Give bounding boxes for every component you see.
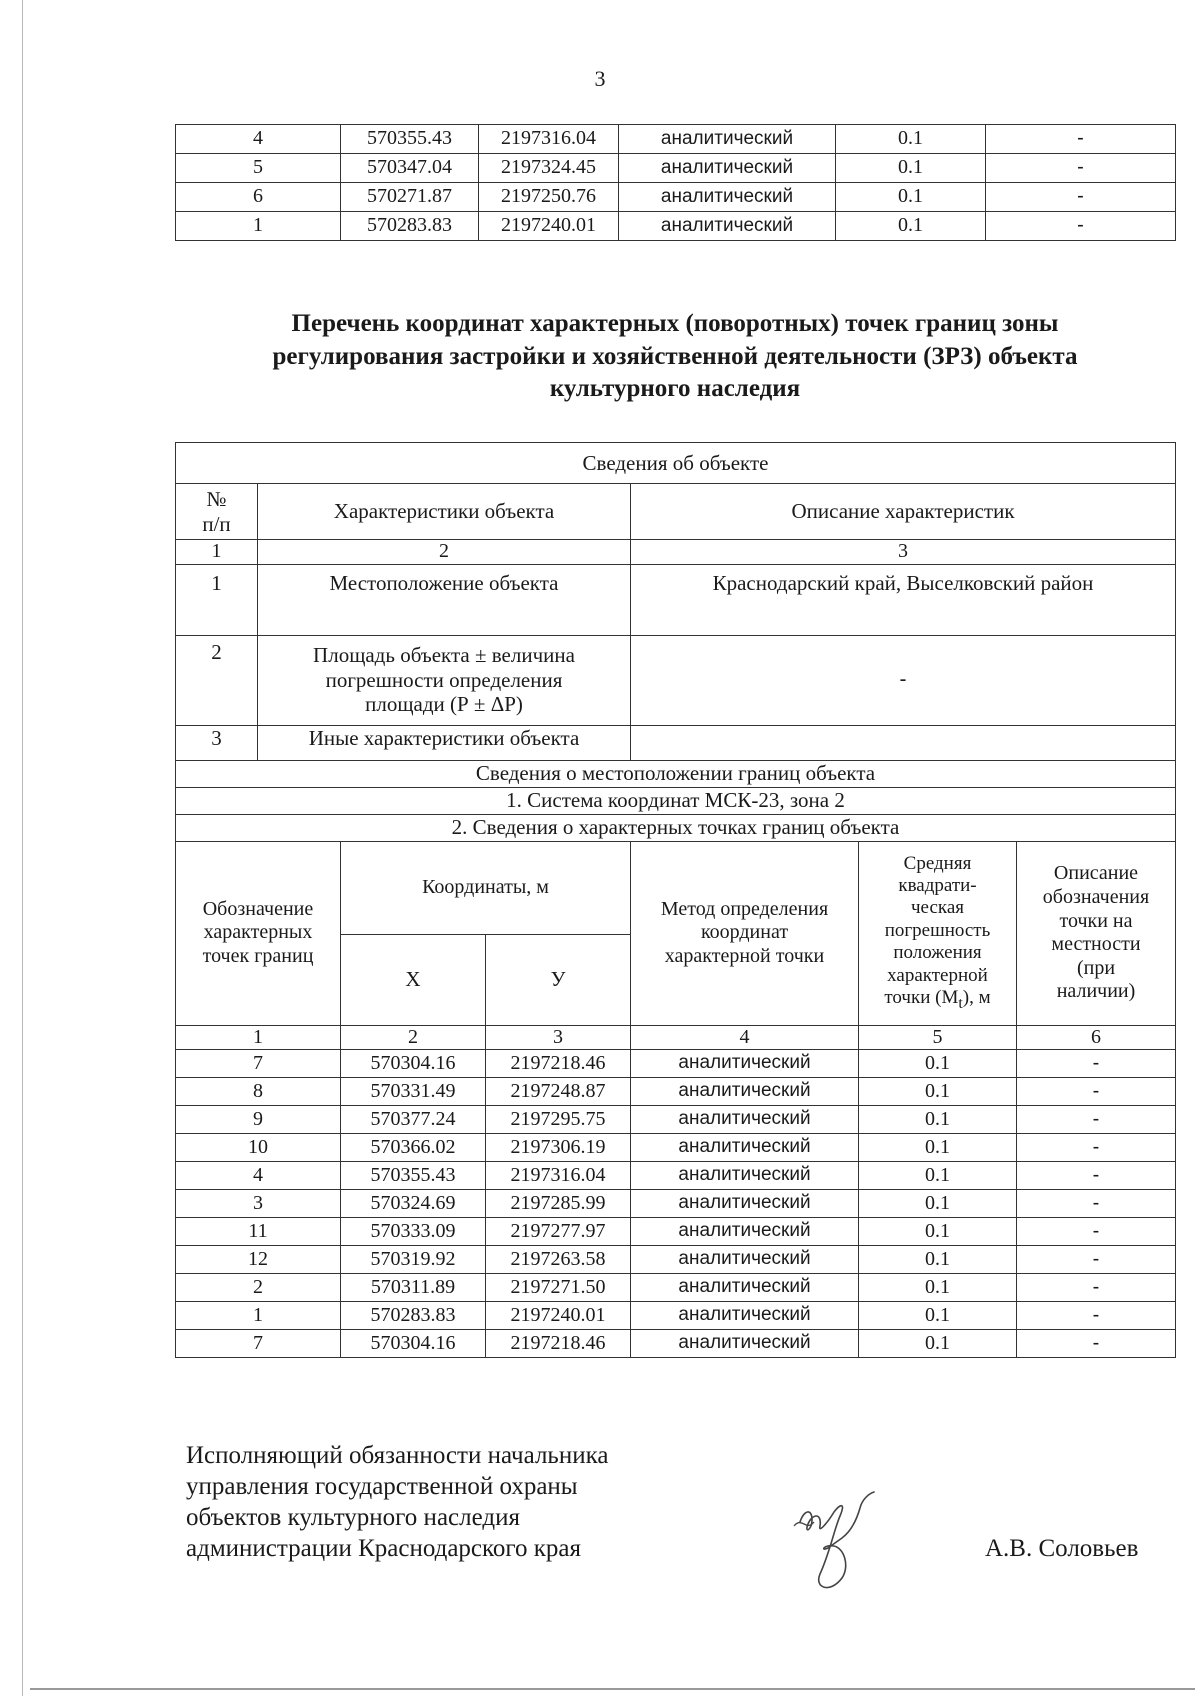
error-cell: 0.1 — [859, 1246, 1017, 1274]
col-number: 2 — [258, 540, 631, 565]
point-cell: 4 — [176, 1162, 341, 1190]
point-cell: 11 — [176, 1218, 341, 1246]
table-row — [176, 564, 1176, 635]
col-x-header: Х — [341, 934, 486, 1025]
y-cell: 2197324.45 — [479, 154, 619, 183]
method-cell: аналитический — [631, 1190, 859, 1218]
point-cell: 7 — [176, 1050, 341, 1078]
method-cell: аналитический — [631, 1078, 859, 1106]
error-cell: 0.1 — [859, 1162, 1017, 1190]
y-cell: 2197240.01 — [479, 212, 619, 241]
desc-cell: - — [986, 183, 1176, 212]
table-row — [176, 1218, 1176, 1246]
method-cell: аналитический — [631, 1330, 859, 1358]
section-title-line: регулирования застройки и хозяйственной деятельности (ЗРЗ) объекта — [272, 342, 1078, 370]
continuation-table — [175, 124, 1176, 241]
error-cell: 0.1 — [836, 183, 986, 212]
error-cell: 0.1 — [859, 1330, 1017, 1358]
method-cell: аналитический — [631, 1106, 859, 1134]
signer-position-line: администрации Краснодарского края — [186, 1535, 582, 1562]
signer-position-line: объектов культурного наследия — [186, 1504, 520, 1531]
desc-cell: - — [986, 125, 1176, 154]
table-row — [176, 635, 1176, 725]
row-number: 3 — [176, 725, 258, 760]
desc-cell: - — [1017, 1302, 1176, 1330]
col-description-header: Описание характеристик — [631, 484, 1176, 540]
error-cell: 0.1 — [859, 1134, 1017, 1162]
point-cell: 7 — [176, 1330, 341, 1358]
signer-position-line: управления государственной охраны — [186, 1473, 578, 1500]
desc-cell: - — [1017, 1134, 1176, 1162]
col-coords-header: Координаты, м — [341, 841, 631, 934]
method-cell: аналитический — [631, 1246, 859, 1274]
point-cell: 2 — [176, 1274, 341, 1302]
method-cell: аналитический — [631, 1274, 859, 1302]
characteristic-cell: Иные характеристики объекта — [258, 725, 631, 760]
point-cell: 12 — [176, 1246, 341, 1274]
point-cell: 1 — [176, 1302, 341, 1330]
desc-cell: - — [1017, 1274, 1176, 1302]
zrz-coordinates-table — [175, 442, 1176, 1358]
error-cell: 0.1 — [859, 1078, 1017, 1106]
method-cell: аналитический — [619, 183, 836, 212]
description-cell: Краснодарский край, Выселковский район — [631, 564, 1176, 635]
error-cell: 0.1 — [859, 1274, 1017, 1302]
row-number: 2 — [176, 635, 258, 725]
y-cell: 2197248.87 — [486, 1078, 631, 1106]
table-row — [176, 183, 1176, 212]
points-table-body — [176, 1050, 1176, 1358]
error-cell: 0.1 — [836, 212, 986, 241]
x-cell: 570366.02 — [341, 1134, 486, 1162]
table-row — [176, 725, 1176, 760]
method-cell: аналитический — [631, 1134, 859, 1162]
column-numbers-row — [176, 540, 1176, 565]
desc-cell: - — [1017, 1106, 1176, 1134]
table-row — [176, 1302, 1176, 1330]
y-cell: 2197218.46 — [486, 1330, 631, 1358]
point-cell: 10 — [176, 1134, 341, 1162]
col-error-header: Средняя квадрати- ческая погрешность положения характерной точки $(M_t)$, м — [859, 841, 1017, 1025]
row-number: 1 — [176, 564, 258, 635]
y-cell: 2197285.99 — [486, 1190, 631, 1218]
error-cell: 0.1 — [859, 1302, 1017, 1330]
desc-cell: - — [1017, 1162, 1176, 1190]
col-num-header: № п/п — [176, 484, 258, 540]
col-number: 3 — [631, 540, 1176, 565]
point-cell: 5 — [176, 154, 341, 183]
location-info-header: Сведения о местоположении границ объекта — [176, 760, 1176, 787]
scan-edge-line — [30, 1688, 1195, 1690]
y-cell: 2197250.76 — [479, 183, 619, 212]
object-info-header: Сведения об объекте — [176, 443, 1176, 484]
method-cell: аналитический — [619, 125, 836, 154]
handwritten-signature — [790, 1482, 900, 1602]
section-title — [175, 308, 1175, 406]
section-title-line: Перечень координат характерных (поворотных) точек границ зоны — [291, 310, 1059, 337]
y-cell: 2197306.19 — [486, 1134, 631, 1162]
col-number: 3 — [486, 1025, 631, 1050]
coord-system-label: 1. Система координат МСК-23, зона 2 — [176, 787, 1176, 814]
col-number: 1 — [176, 1025, 341, 1050]
x-cell: 570304.16 — [341, 1050, 486, 1078]
desc-cell: - — [986, 154, 1176, 183]
x-cell: 570355.43 — [341, 1162, 486, 1190]
column-numbers-row — [176, 1025, 1176, 1050]
x-cell: 570304.16 — [341, 1330, 486, 1358]
signature-block — [186, 1440, 608, 1564]
error-cell: 0.1 — [859, 1050, 1017, 1078]
desc-cell: - — [986, 212, 1176, 241]
y-cell: 2197316.04 — [479, 125, 619, 154]
x-cell: 570347.04 — [341, 154, 479, 183]
error-cell: 0.1 — [836, 125, 986, 154]
desc-cell: - — [1017, 1218, 1176, 1246]
col-number: 1 — [176, 540, 258, 565]
table-row — [176, 125, 1176, 154]
col-number: 5 — [859, 1025, 1017, 1050]
table-row — [176, 1190, 1176, 1218]
x-cell: 570319.92 — [341, 1246, 486, 1274]
point-cell: 8 — [176, 1078, 341, 1106]
point-cell: 1 — [176, 212, 341, 241]
desc-cell: - — [1017, 1050, 1176, 1078]
x-cell: 570324.69 — [341, 1190, 486, 1218]
characteristic-cell: Площадь объекта ± величина погрешности определения площади (Р ± ΔР) — [258, 635, 631, 725]
x-cell: 570331.49 — [341, 1078, 486, 1106]
table-row — [176, 1050, 1176, 1078]
desc-cell: - — [1017, 1078, 1176, 1106]
point-cell: 9 — [176, 1106, 341, 1134]
col-number: 2 — [341, 1025, 486, 1050]
y-cell: 2197263.58 — [486, 1246, 631, 1274]
method-cell: аналитический — [619, 154, 836, 183]
method-cell: аналитический — [619, 212, 836, 241]
point-cell: 3 — [176, 1190, 341, 1218]
y-cell: 2197218.46 — [486, 1050, 631, 1078]
method-cell: аналитический — [631, 1302, 859, 1330]
signer-position-line: Исполняющий обязанности начальника — [186, 1442, 609, 1469]
col-characteristic-header: Характеристики объекта — [258, 484, 631, 540]
method-cell: аналитический — [631, 1050, 859, 1078]
method-cell: аналитический — [631, 1218, 859, 1246]
col-desc-header: Описание обозначения точки на местности (при наличии) — [1017, 841, 1176, 1025]
desc-cell: - — [1017, 1246, 1176, 1274]
table-row — [176, 1162, 1176, 1190]
section-title-line: культурного наследия — [549, 375, 801, 402]
x-cell: 570311.89 — [341, 1274, 486, 1302]
points-header: 2. Сведения о характерных точках границ объекта — [176, 814, 1176, 841]
error-cell: 0.1 — [836, 154, 986, 183]
point-cell: 4 — [176, 125, 341, 154]
table-row — [176, 1078, 1176, 1106]
page-number: 3 — [594, 66, 606, 91]
y-cell: 2197295.75 — [486, 1106, 631, 1134]
signer-name: А.В. Соловьев — [985, 1535, 1139, 1562]
error-cell: 0.1 — [859, 1106, 1017, 1134]
col-point-header: Обозначение характерных точек границ — [176, 841, 341, 1025]
error-cell: 0.1 — [859, 1218, 1017, 1246]
y-cell: 2197240.01 — [486, 1302, 631, 1330]
x-cell: 570271.87 — [341, 183, 479, 212]
table-row — [176, 1106, 1176, 1134]
x-cell: 570377.24 — [341, 1106, 486, 1134]
x-cell: 570355.43 — [341, 125, 479, 154]
table-row — [176, 1134, 1176, 1162]
y-cell: 2197316.04 — [486, 1162, 631, 1190]
table-row — [176, 154, 1176, 183]
description-cell — [631, 725, 1176, 760]
col-method-header: Метод определения координат характерной точки — [631, 841, 859, 1025]
y-cell: 2197277.97 — [486, 1218, 631, 1246]
description-cell: - — [631, 635, 1176, 725]
table-row — [176, 1330, 1176, 1358]
table-row — [176, 1246, 1176, 1274]
table-row — [176, 212, 1176, 241]
col-number: 4 — [631, 1025, 859, 1050]
table-row — [176, 1274, 1176, 1302]
error-cell: 0.1 — [859, 1190, 1017, 1218]
point-cell: 6 — [176, 183, 341, 212]
x-cell: 570283.83 — [341, 1302, 486, 1330]
col-number: 6 — [1017, 1025, 1176, 1050]
scan-edge-line — [22, 0, 23, 1696]
characteristic-cell: Местоположение объекта — [258, 564, 631, 635]
x-cell: 570283.83 — [341, 212, 479, 241]
method-cell: аналитический — [631, 1162, 859, 1190]
desc-cell: - — [1017, 1330, 1176, 1358]
y-cell: 2197271.50 — [486, 1274, 631, 1302]
col-y-header: У — [486, 934, 631, 1025]
x-cell: 570333.09 — [341, 1218, 486, 1246]
desc-cell: - — [1017, 1190, 1176, 1218]
